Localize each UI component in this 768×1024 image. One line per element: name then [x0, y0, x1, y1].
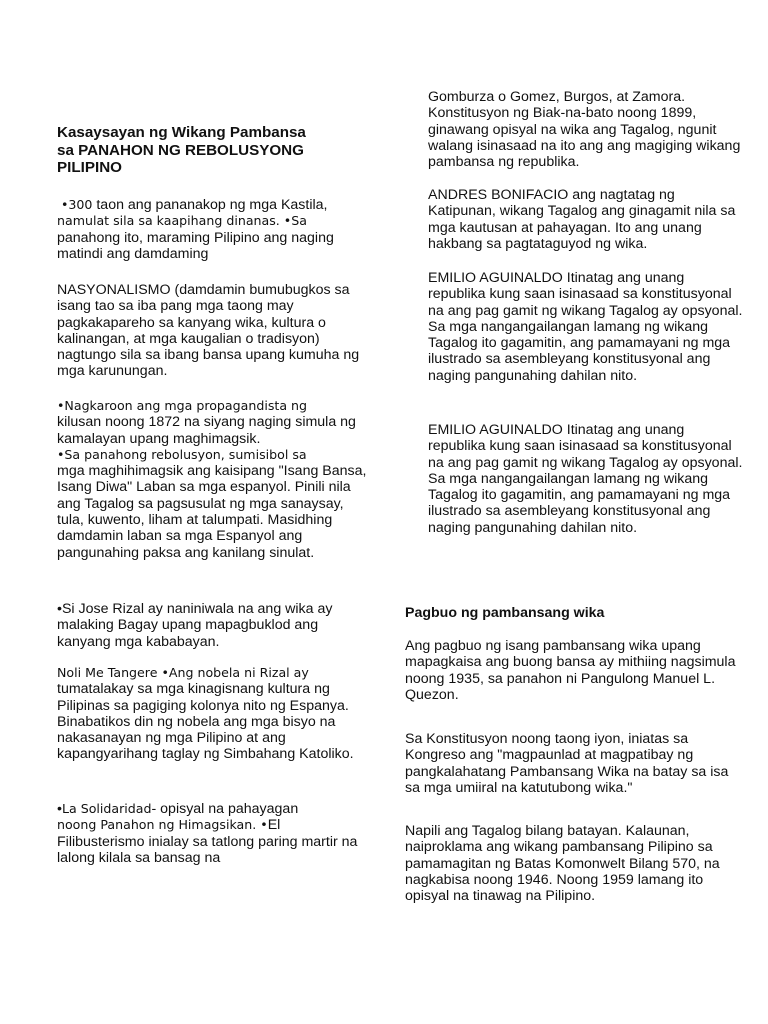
document-title — [57, 124, 367, 177]
text-run: •300 — [60, 197, 93, 212]
paragraph-tagalog-batayan: Napili ang Tagalog bilang batayan. Kalaunan, naiproklama ang wikang pambansang Pilipino sa pamamagitan ng Batas Komonwelt Bilang 570, na nagkabisa noong 1946. Noong 1959 lamang ito opisyal na tinawag na Pilipino. — [405, 823, 720, 905]
paragraph-propagandista — [57, 398, 367, 561]
text-run: kilusan noong 1872 na siyang naging simula ng kamalayan upang maghimagsik. — [57, 414, 356, 447]
paragraph-emilio-aguinaldo: EMILIO AGUINALDO Itinatag ang unang republika kung saan isinasaad sa konstitusyonal na ang pag gamit ng wikang Tagalog ay opsyonal. Sa mga nangangailangan lamang ng wikang Tagalog ito gagamitin, ang pamamayani ng mga ilustrado sa asembleyang konstitusyonal ang naging pangunahing dahilan nito. — [428, 270, 743, 384]
text-run: namulat sila sa kaapihang dinanas. •Sa — [57, 213, 307, 229]
text-run: panahong ito, maraming Pilipino ang naging matindi ang damdaming — [57, 229, 334, 262]
paragraph-la-solidaridad — [57, 801, 367, 866]
text-run: Noli Me Tangere •Ang nobela ni Rizal ay — [57, 665, 309, 680]
paragraph-andres-bonifacio: ANDRES BONIFACIO ang nagtatag ng Katipunan, wikang Tagalog ang ginagamit nila sa mga kautusan at pahayagan. Ito ang unang hakbang sa pagtataguyod ng wika. — [428, 187, 736, 252]
paragraph-jose-rizal: •Si Jose Rizal ay naniniwala na ang wika ay malaking Bagay upang mapagbuklod ang kanyang mga kababayan. — [57, 601, 333, 650]
paragraph-emilio-aguinaldo-repeat: EMILIO AGUINALDO Itinatag ang unang republika kung saan isinasaad sa konstitusyonal na ang pag gamit ng wikang Tagalog ay opsyonal. Sa mga nangangailangan lamang ng wikang Tagalog ito gagamitin, ang pamamayani ng mga ilustrado sa asembleyang konstitusyonal ang naging pangunahing dahilan nito. — [428, 422, 743, 536]
text-run: •Nagkaroon ang mga propagandista ng — [57, 398, 308, 413]
text-run: Filibusterismo inialay sa tatlong paring martir na lalong kilala sa bansag na — [57, 833, 358, 866]
text-run: •Sa panahong rebolusyon, sumisibol sa — [57, 446, 307, 462]
title-line: sa PANAHON NG REBOLUSYONG — [57, 141, 304, 159]
text-run: - opisyal na pahayagan — [151, 801, 299, 817]
paragraph-gomburza: Gomburza o Gomez, Burgos, at Zamora. Konstitusyon ng Biak-na-bato noong 1899, ginawang opisyal na wika ang Tagalog, ngunit walang isinasaad na ito ang ang magiging wikang pambansa ng republika. — [428, 89, 741, 171]
section-heading: Pagbuo ng pambansang wika — [405, 605, 605, 621]
title-line: Kasaysayan ng Wikang Pambansa — [57, 124, 306, 141]
title-line: PILIPINO — [57, 159, 122, 176]
text-run: La Solidaridad — [61, 801, 152, 816]
paragraph-konstitusyon: Sa Konstitusyon noong taong iyon, iniatas sa Kongreso ang "magpaunlad at magpatibay ng pangkalahatang Pambansang Wika na batay sa isa sa mga umiiral na katutubong wika." — [405, 731, 729, 796]
paragraph-spanish-colonization — [57, 197, 367, 262]
text-run: • — [57, 801, 62, 817]
paragraph-nasyonalismo: NASYONALISMO (damdamin bumubugkos sa isang tao sa iba pang mga taong may pagkakapareho sa kanyang wika, kultura o kalinangan, at mga kaugalian o tradisyon) nagtungo sila sa ibang bansa upang kumuha ng mga karunungan. — [57, 282, 360, 380]
text-run: taon ang pananakop ng mga Kastila, — [92, 197, 328, 213]
text-run: El — [267, 817, 281, 834]
paragraph-pagbuo: Ang pagbuo ng isang pambansang wika upang mapagkaisa ang buong bansa ay mithiing nagsimula noong 1935, sa panahon ni Pangulong Manuel L. Quezon. — [405, 638, 736, 703]
paragraph-noli-me-tangere — [57, 665, 367, 763]
text-run: mga maghihimagsik ang kaisipang "Isang Bansa, Isang Diwa" Laban sa mga espanyol. Pinili nila ang Tagalog sa pagsusulat ng mga sanaysay, tula, kuwento, liham at talumpati. Masidhing damdamin laban sa mga Espanyol ang pangunahing paksa ang kanilang sinulat. — [57, 463, 367, 561]
text-run: tumatalakay sa mga kinagisnang kultura ng Pilipinas sa pagiging kolonya nito ng Espanya. Binabatikos din ng nobela ang mga bisyo na nakasanayan ng mga Pilipino at ang kapangyarihang taglay ng Simbahang Katoliko. — [57, 681, 354, 763]
text-run: noong Panahon ng Himagsikan. • — [57, 817, 268, 833]
